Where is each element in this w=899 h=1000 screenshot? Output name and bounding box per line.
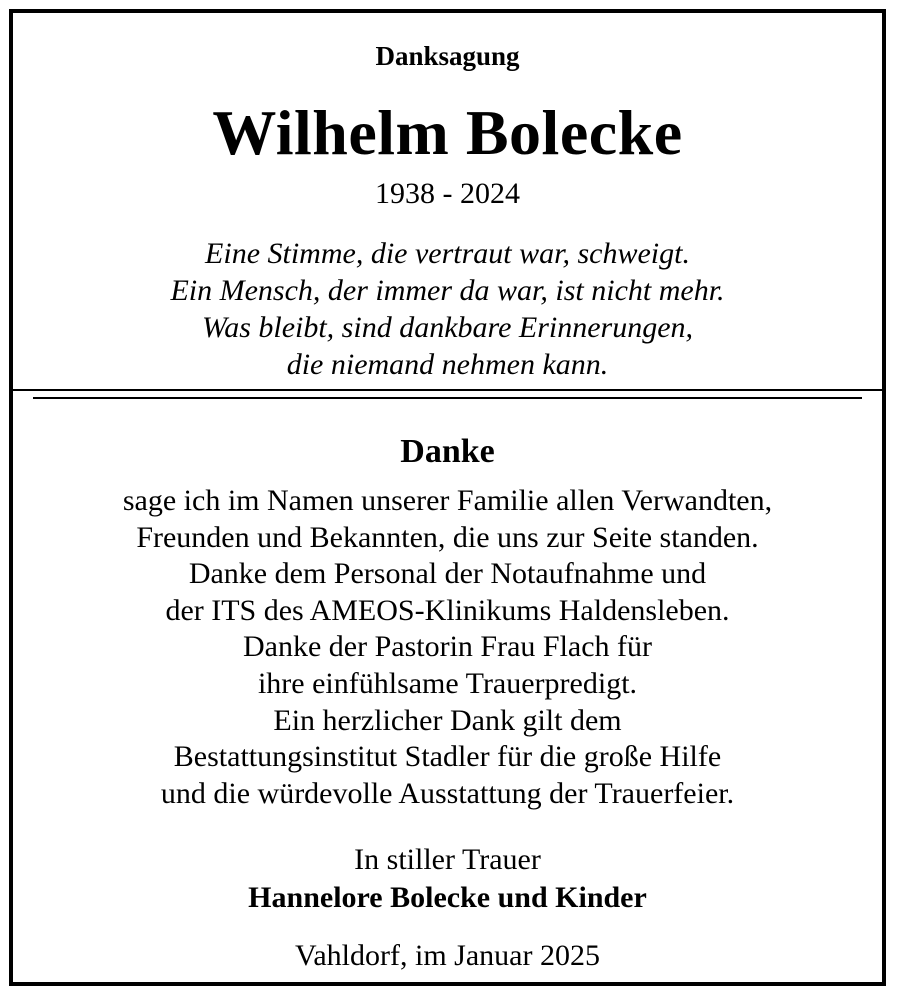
verse-line: Ein Mensch, der immer da war, ist nicht mehr. xyxy=(170,274,725,307)
thanks-text xyxy=(13,483,882,812)
thanks-line: und die würdevolle Ausstattung der Trauerfeier. xyxy=(160,776,735,810)
verse-line: die niemand nehmen kann. xyxy=(286,348,609,381)
thanks-line: Ein herzlicher Dank gilt dem xyxy=(273,703,622,737)
mourning-line: In stiller Trauer xyxy=(354,843,541,876)
deceased-name: Wilhelm Bolecke xyxy=(212,97,683,168)
family-signature: Hannelore Bolecke und Kinder xyxy=(248,881,647,914)
divider-full xyxy=(13,389,882,391)
thanks-title: Danke xyxy=(400,433,495,470)
obituary-notice xyxy=(9,9,886,986)
thanks-line: Danke dem Personal der Notaufnahme und xyxy=(188,557,707,591)
life-years: 1938 - 2024 xyxy=(375,177,520,210)
verse-line: Was bleibt, sind dankbare Erinnerungen, xyxy=(201,311,694,344)
thanks-line: ihre einfühlsame Trauerpredigt. xyxy=(257,666,638,700)
thanks-line: Bestattungsinstitut Stadler für die große Hilfe xyxy=(173,740,722,774)
divider-inner xyxy=(33,397,862,399)
verse-line: Eine Stimme, die vertraut war, schweigt. xyxy=(205,237,690,270)
notice-heading: Danksagung xyxy=(375,41,520,71)
place-and-date: Vahldorf, im Januar 2025 xyxy=(295,939,600,972)
memorial-verse xyxy=(13,235,882,383)
thanks-line: Freunden und Bekannten, die uns zur Seite standen. xyxy=(136,520,759,554)
thanks-line: der ITS des AMEOS-Klinikums Haldensleben. xyxy=(165,593,730,627)
thanks-line: Danke der Pastorin Frau Flach für xyxy=(242,630,653,664)
thanks-line: sage ich im Namen unserer Familie allen Verwandten, xyxy=(122,484,773,517)
